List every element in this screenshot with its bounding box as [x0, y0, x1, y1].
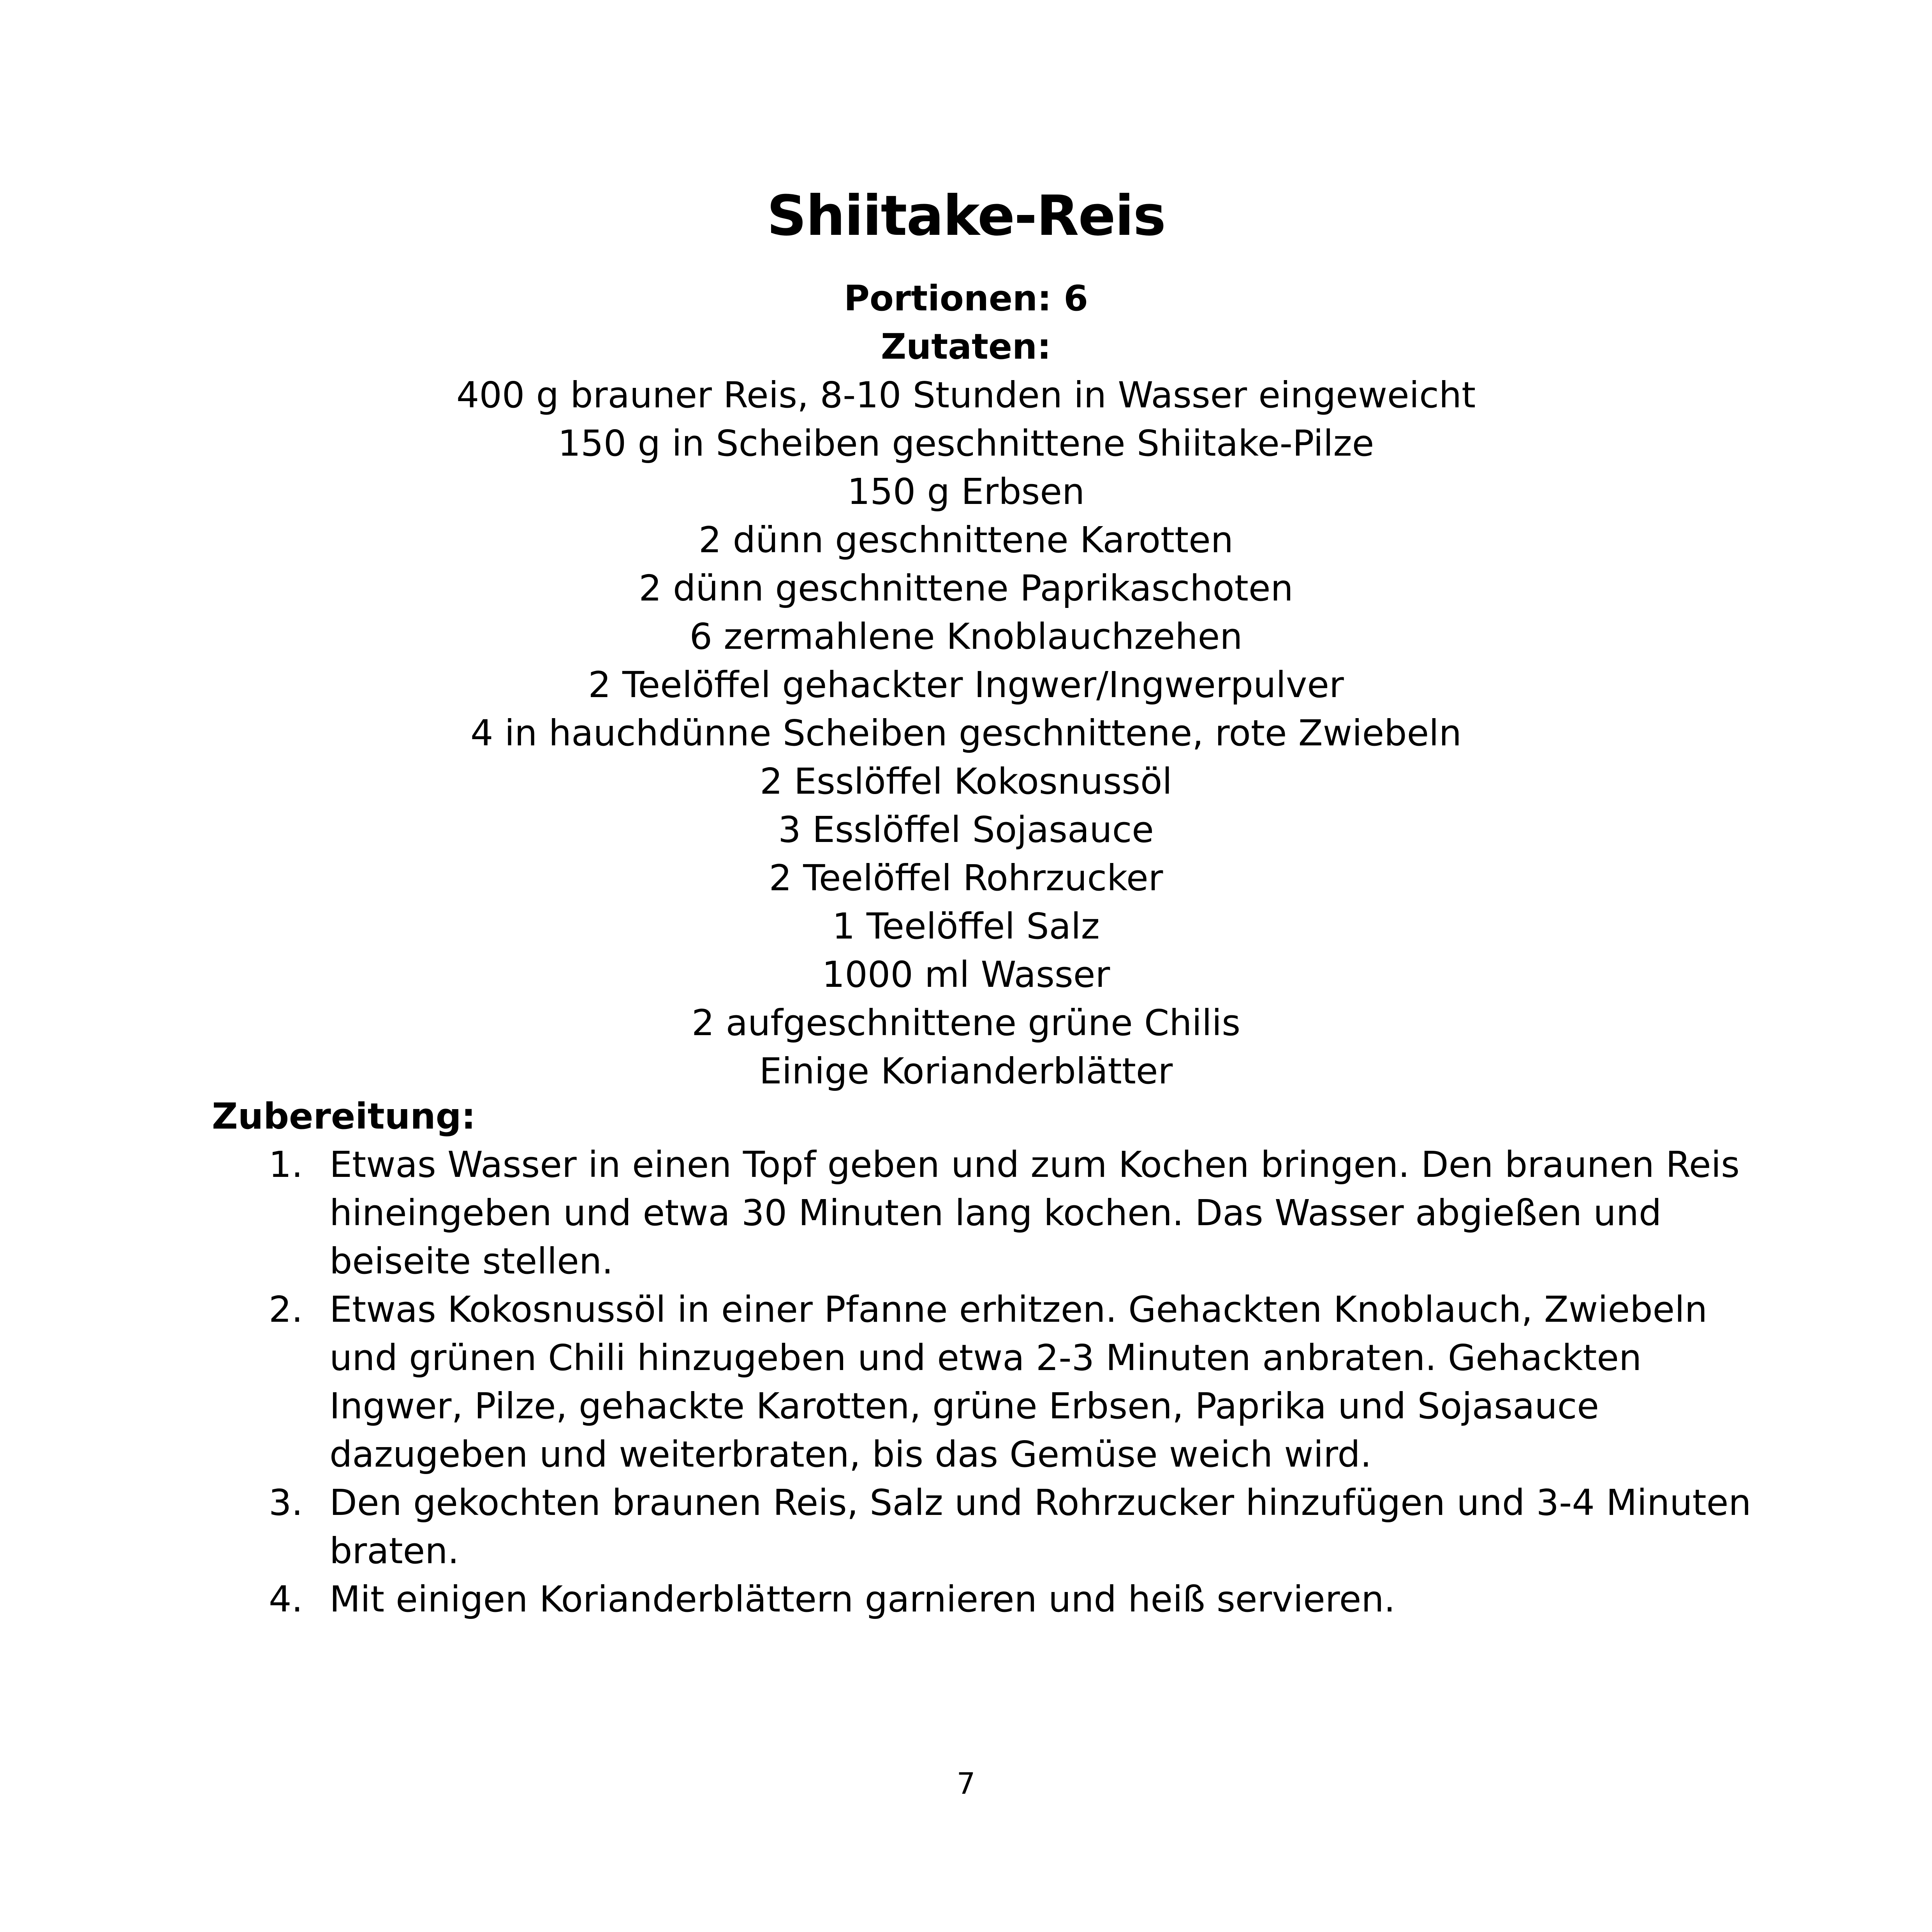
ingredient-item: 1 Teelöffel Salz — [832, 905, 1100, 947]
ingredients-heading: Zutaten: — [881, 326, 1051, 367]
ingredients-list — [0, 371, 1932, 1095]
step-text: Etwas Kokosnussöl in einer Pfanne erhitzen. Gehackten Knoblauch, Zwiebeln und grünen Chili hinzugeben und etwa 2-3 Minuten anbraten. Gehackten Ingwer, Pilze, gehackte Karotten, grüne Erbsen, Paprika und Sojasauce dazugeben und weiterbraten, bis das Gemüse weich wird. — [329, 1289, 1708, 1475]
step-item — [0, 1575, 1786, 1624]
ingredient-item: Einige Korianderblätter — [759, 1050, 1173, 1092]
step-text: Den gekochten braunen Reis, Salz und Rohrzucker hinzufügen und 3-4 Minuten braten. — [329, 1482, 1751, 1572]
step-text: Etwas Wasser in einen Topf geben und zum Kochen bringen. Den braunen Reis hineingeben und etwa 30 Minuten lang kochen. Das Wasser abgießen und beiseite stellen. — [329, 1144, 1740, 1282]
step-number: 3. — [269, 1482, 303, 1523]
step-item — [0, 1286, 1786, 1479]
step-item — [0, 1479, 1786, 1575]
recipe-title: Shiitake-Reis — [766, 184, 1166, 248]
portions-label: Portionen: 6 — [844, 278, 1088, 319]
ingredient-item: 1000 ml Wasser — [822, 954, 1110, 995]
step-number: 4. — [269, 1578, 303, 1620]
step-number: 1. — [269, 1144, 303, 1185]
ingredient-item: 6 zermahlene Knoblauchzehen — [689, 616, 1243, 657]
preparation-steps — [0, 1141, 1932, 1624]
ingredient-item: 3 Esslöffel Sojasauce — [778, 809, 1154, 851]
step-number: 2. — [269, 1289, 303, 1330]
ingredient-item: 2 dünn geschnittene Paprikaschoten — [639, 567, 1293, 609]
step-text: Mit einigen Korianderblättern garnieren und heiß servieren. — [329, 1578, 1395, 1620]
ingredient-item: 2 aufgeschnittene grüne Chilis — [691, 1002, 1241, 1044]
ingredient-item: 2 Teelöffel gehackter Ingwer/Ingwerpulver — [588, 664, 1344, 706]
ingredient-item: 400 g brauner Reis, 8-10 Stunden in Wasser eingeweicht — [456, 374, 1476, 416]
ingredient-item: 150 g in Scheiben geschnittene Shiitake-Pilze — [558, 423, 1374, 464]
ingredient-item: 2 Esslöffel Kokosnussöl — [760, 761, 1172, 802]
step-item — [0, 1141, 1786, 1286]
ingredient-item: 2 dünn geschnittene Karotten — [698, 519, 1234, 561]
ingredient-item: 4 in hauchdünne Scheiben geschnittene, rote Zwiebeln — [470, 712, 1462, 754]
page-number: 7 — [956, 1766, 976, 1801]
ingredient-item: 150 g Erbsen — [847, 471, 1085, 512]
ingredient-item: 2 Teelöffel Rohrzucker — [769, 857, 1163, 899]
preparation-heading: Zubereitung: — [212, 1095, 476, 1137]
